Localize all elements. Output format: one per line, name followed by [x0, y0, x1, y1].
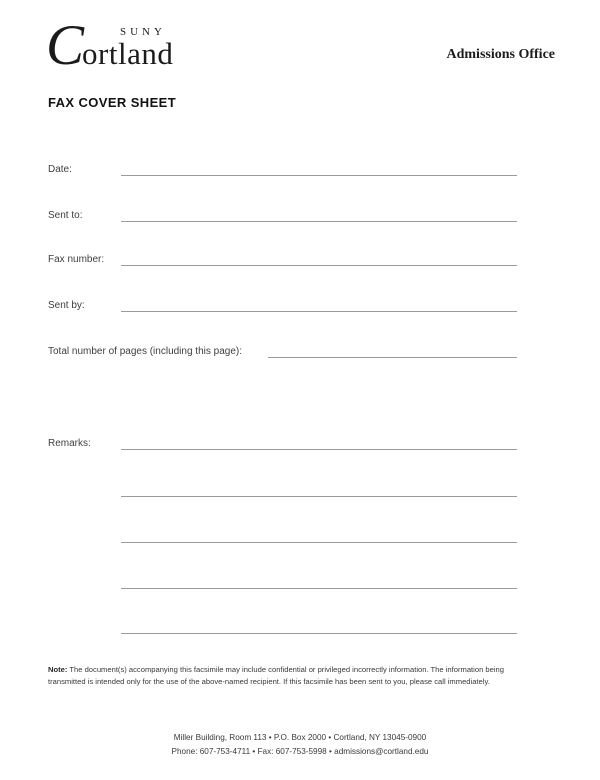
confidentiality-note	[48, 664, 568, 687]
note-text-2: transmitted is intended only for the use of the above-named recipient. If this facsimile has been sent to you, please call immediately.	[48, 676, 490, 686]
page-title: FAX COVER SHEET	[48, 95, 177, 110]
suny-cortland-logo	[46, 14, 174, 77]
field-label-fax-number: Fax number:	[48, 254, 105, 265]
logo-wordmark-rest: ortland	[82, 36, 174, 71]
note-label: Note:	[48, 665, 68, 674]
remarks-input-line-4[interactable]	[121, 587, 517, 589]
field-label-remarks: Remarks:	[48, 438, 91, 449]
note-line-1	[48, 664, 568, 676]
sent-by-input-line[interactable]	[121, 310, 517, 312]
note-text-1: The document(s) accompanying this facsimile may include confidential or privileged incorrectly information. The information being	[69, 665, 504, 674]
footer	[0, 731, 600, 759]
remarks-input-line-5[interactable]	[121, 632, 517, 634]
field-label-sent-to: Sent to:	[48, 210, 83, 221]
logo-suny-text: SUNY	[120, 26, 166, 38]
footer-contact: Phone: 607-753-4711 • Fax: 607-753-5998 • admissions@cortland.edu	[171, 747, 429, 756]
field-label-date: Date:	[48, 164, 72, 175]
remarks-input-line-1[interactable]	[121, 448, 517, 450]
remarks-input-line-3[interactable]	[121, 541, 517, 543]
date-input-line[interactable]	[121, 174, 517, 176]
total-pages-input-line[interactable]	[268, 356, 517, 358]
field-label-sent-by: Sent by:	[48, 300, 85, 311]
fax-number-input-line[interactable]	[121, 264, 517, 266]
footer-address: Miller Building, Room 113 • P.O. Box 2000 • Cortland, NY 13045-0900	[173, 733, 427, 742]
sent-to-input-line[interactable]	[121, 220, 517, 222]
logo-c-initial: C	[46, 14, 83, 77]
field-label-total-pages: Total number of pages (including this page):	[48, 346, 243, 357]
office-name: Admissions Office	[446, 47, 555, 62]
remarks-input-line-2[interactable]	[121, 495, 517, 497]
note-line-2	[48, 676, 568, 688]
